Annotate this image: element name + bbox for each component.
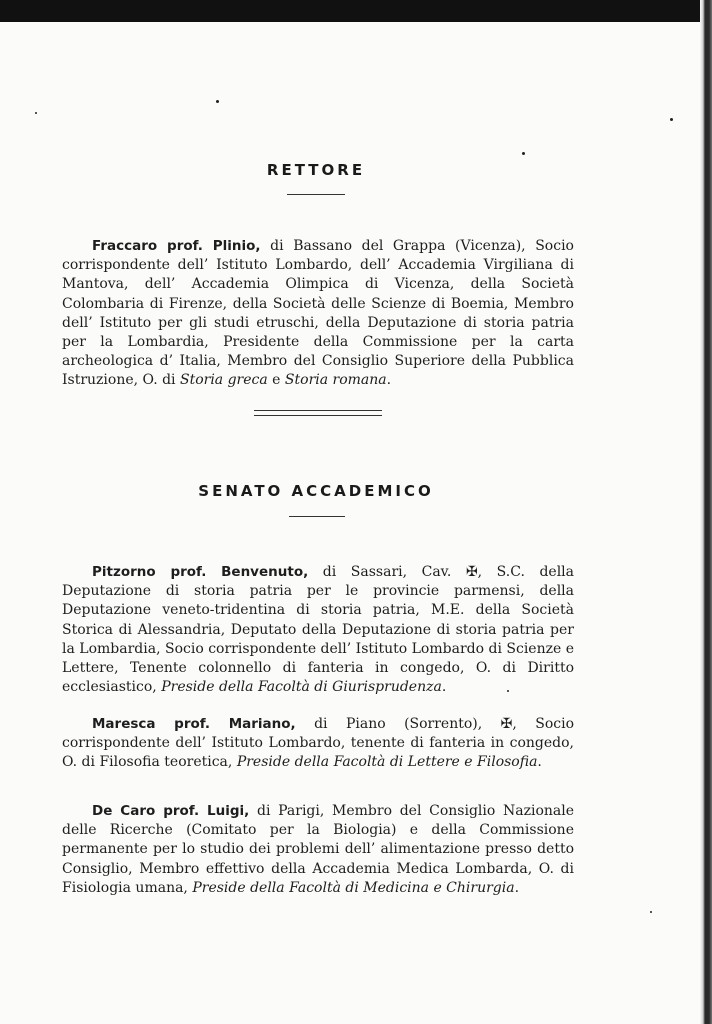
course-name: Storia greca <box>179 372 268 389</box>
scan-speck <box>650 911 652 913</box>
scan-speck <box>670 118 673 121</box>
entry-text: . <box>441 679 447 696</box>
section-title-senato: SENATO ACCADEMICO <box>198 482 434 500</box>
scan-speck <box>35 112 37 114</box>
scan-speck <box>507 690 509 692</box>
entry-pitzorno <box>62 563 574 697</box>
entry-text: di Piano (Sorrento), ✠, Socio corrispondente dell’ Istituto Lombardo, tenente di fanteria in congedo, O. di Filosofia teoretica, <box>62 716 574 771</box>
scan-speck <box>216 100 219 103</box>
section-title-rettore: RETTORE <box>266 161 366 179</box>
role-title: Preside della Facoltà di Medicina e Chirurgia <box>192 879 515 896</box>
scan-speck <box>522 152 525 155</box>
entry-decaro <box>62 802 574 898</box>
entry-text: di Sassari, Cav. ✠, S.C. della Deputazione di storia patria per le provincie parmensi, della Deputazione veneto-tridentina di storia patria, M.E. della Società Storica di Alessandria, Deputato della Deputazione di storia patria per la Lombardia, Socio corrispondente dell’ Istituto Lombardo di Scienze e Lettere, Tenente colonnello di fanteria in congedo, O. di Diritto ecclesiastico, <box>62 564 574 696</box>
role-title: Preside della Facoltà di Giurisprudenza <box>161 679 442 696</box>
entry-text: di Parigi, Membro del Consiglio Nazionale delle Ricerche (Comitato per la Biologia) e della Commissione permanente per lo studio dei problemi dell’ alimentazione presso detto Consiglio, Membro effettivo della Accademia Medica Lombarda, O. di Fisiologia umana, <box>62 803 574 896</box>
entry-text: . <box>537 754 542 771</box>
entry-text: di Bassano del Grappa (Vicenza), Socio corrispondente dell’ Istituto Lombardo, dell’ Accademia Virgiliana di Mantova, dell’ Accademia Olimpica di Vicenza, della Società Colombaria di Firenze, della Società delle Scienze di Boemia, Membro dell’ Istituto per gli studi etruschi, della Deputazione di storia patria per la Lombardia, Presidente della Commissione per la carta archeologica d’ Italia, Membro del Consiglio Superiore della Pubblica Istruzione, O. di <box>62 238 574 389</box>
entry-name: Fraccaro prof. Plinio, <box>92 238 261 254</box>
section-divider <box>254 410 382 416</box>
entry-name: Maresca prof. Mariano, <box>92 716 296 732</box>
entry-text: . <box>386 372 392 389</box>
book-binding-edge <box>700 0 712 1024</box>
entry-name: Pitzorno prof. Benvenuto, <box>92 564 309 580</box>
title-underline <box>289 516 345 517</box>
entry-text: . <box>514 879 520 896</box>
entry-text: e <box>267 372 285 389</box>
course-name: Storia romana <box>284 372 387 389</box>
scan-top-border <box>0 0 712 22</box>
entry-name: De Caro prof. Luigi, <box>92 803 250 819</box>
role-title: Preside della Facoltà di Lettere e Filosofia <box>236 754 538 771</box>
entry-fraccaro <box>62 237 574 391</box>
entry-maresca <box>62 715 574 773</box>
title-underline <box>287 194 345 195</box>
